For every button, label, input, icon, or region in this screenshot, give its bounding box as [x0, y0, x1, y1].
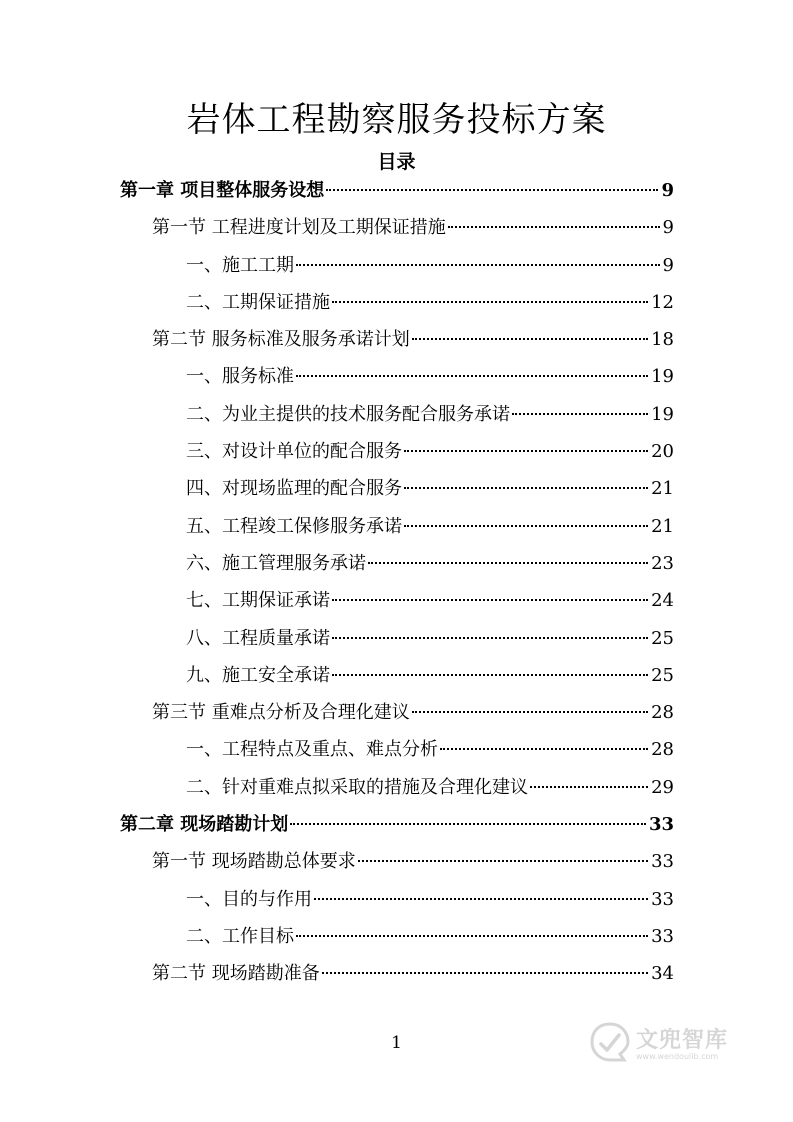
toc-entry-label: 第一节 工程进度计划及工期保证措施 — [152, 217, 446, 239]
toc-entry-page: 19 — [651, 366, 674, 388]
toc-entry[interactable] — [120, 735, 674, 772]
toc-entry[interactable] — [120, 885, 674, 922]
toc-entry-label: 一、目的与作用 — [186, 888, 312, 910]
watermark-name: 文兜智库 — [636, 1028, 729, 1053]
toc-entry[interactable] — [120, 400, 674, 437]
toc-entry-label: 二、为业主提供的技术服务配合服务承诺 — [186, 403, 510, 425]
toc-entry-label: 六、施工管理服务承诺 — [186, 552, 366, 574]
toc-dot-leader — [296, 375, 648, 377]
toc-dot-leader — [332, 674, 648, 676]
toc-dot-leader — [326, 189, 658, 191]
toc-dot-leader — [332, 637, 648, 639]
toc-entry[interactable] — [120, 624, 674, 661]
toc-dot-leader — [332, 301, 648, 303]
toc-entry[interactable] — [120, 362, 674, 399]
toc-dot-leader — [404, 525, 648, 527]
toc-entry-label: 二、工期保证措施 — [186, 291, 330, 313]
toc-entry-page: 23 — [651, 552, 674, 574]
toc-entry-label: 九、施工安全承诺 — [186, 664, 330, 686]
toc-entry[interactable] — [120, 586, 674, 623]
watermark — [588, 1020, 728, 1064]
toc-entry-label: 二、针对重难点拟采取的措施及合理化建议 — [186, 776, 528, 798]
toc-heading: 目录 — [377, 151, 416, 173]
toc-entry-page: 9 — [662, 217, 674, 239]
toc-entry[interactable] — [120, 698, 674, 735]
toc-entry-page: 9 — [661, 180, 674, 201]
toc-entry-page: 34 — [651, 963, 674, 985]
toc-entry-page: 28 — [651, 739, 674, 761]
toc-entry[interactable] — [120, 810, 674, 847]
toc-entry[interactable] — [120, 549, 674, 586]
toc-entry-page: 29 — [651, 776, 674, 798]
toc-entry-label: 第二节 现场踏勘准备 — [152, 963, 320, 985]
toc-entry-page: 25 — [651, 627, 674, 649]
toc-entry[interactable] — [120, 288, 674, 325]
toc-entry[interactable] — [120, 437, 674, 474]
toc-entry[interactable] — [120, 922, 674, 959]
toc-entry-page: 33 — [651, 925, 674, 947]
toc-dot-leader — [404, 450, 648, 452]
toc-entry-page: 28 — [651, 702, 674, 724]
toc-dot-leader — [332, 599, 648, 601]
toc-dot-leader — [404, 487, 648, 489]
toc-entry-page: 25 — [651, 664, 674, 686]
toc-entry-page: 9 — [662, 254, 674, 276]
toc-entry-label: 第一节 现场踏勘总体要求 — [152, 851, 356, 873]
toc-entry[interactable] — [120, 474, 674, 511]
toc-entry[interactable] — [120, 773, 674, 810]
toc-entry[interactable] — [120, 213, 674, 250]
toc-entry[interactable] — [120, 512, 674, 549]
toc-entry-label: 一、服务标准 — [186, 366, 294, 388]
table-of-contents — [120, 176, 674, 997]
toc-dot-leader — [512, 413, 648, 415]
toc-entry-page: 19 — [651, 403, 674, 425]
toc-entry-label: 三、对设计单位的配合服务 — [186, 441, 402, 463]
toc-entry-page: 12 — [651, 291, 674, 313]
wendou-logo-icon — [588, 1020, 632, 1064]
toc-entry-label: 五、工程竣工保修服务承诺 — [186, 515, 402, 537]
toc-dot-leader — [440, 748, 648, 750]
toc-entry-page: 18 — [651, 329, 674, 351]
toc-dot-leader — [322, 972, 648, 974]
toc-entry-label: 第二章 现场踏勘计划 — [120, 814, 289, 836]
page-number: 1 — [391, 1033, 402, 1053]
toc-dot-leader — [412, 711, 648, 713]
toc-dot-leader — [296, 264, 660, 266]
document-title: 岩体工程勘察服务投标方案 — [186, 100, 607, 140]
toc-dot-leader — [530, 786, 648, 788]
toc-entry-label: 四、对现场监理的配合服务 — [186, 478, 402, 500]
toc-entry-label: 第一章 项目整体服务设想 — [120, 180, 325, 201]
toc-entry-page: 33 — [651, 851, 674, 873]
toc-entry[interactable] — [120, 661, 674, 698]
toc-entry-label: 第二节 服务标准及服务承诺计划 — [152, 329, 410, 351]
toc-entry[interactable] — [120, 251, 674, 288]
toc-entry-page: 33 — [651, 888, 674, 910]
toc-entry[interactable] — [120, 959, 674, 996]
toc-dot-leader — [412, 338, 648, 340]
toc-entry-label: 一、工程特点及重点、难点分析 — [186, 739, 438, 761]
toc-entry-page: 24 — [651, 590, 674, 612]
toc-dot-leader — [296, 935, 648, 937]
toc-dot-leader — [448, 226, 660, 228]
toc-entry-page: 21 — [651, 515, 674, 537]
toc-dot-leader — [358, 860, 648, 862]
toc-dot-leader — [290, 823, 646, 825]
toc-entry[interactable] — [120, 847, 674, 884]
watermark-url: www.wendoulib.com — [636, 1052, 719, 1061]
toc-entry-label: 第三节 重难点分析及合理化建议 — [152, 702, 410, 724]
toc-dot-leader — [314, 898, 648, 900]
toc-entry[interactable] — [120, 325, 674, 362]
toc-dot-leader — [368, 562, 648, 564]
toc-entry-label: 七、工期保证承诺 — [186, 590, 330, 612]
toc-entry-page: 21 — [651, 478, 674, 500]
toc-entry-label: 二、工作目标 — [186, 925, 294, 947]
toc-entry-page: 33 — [648, 814, 674, 836]
toc-entry-label: 八、工程质量承诺 — [186, 627, 330, 649]
toc-entry-label: 一、施工工期 — [186, 254, 294, 276]
toc-entry-page: 20 — [651, 441, 674, 463]
toc-entry[interactable] — [120, 176, 674, 213]
